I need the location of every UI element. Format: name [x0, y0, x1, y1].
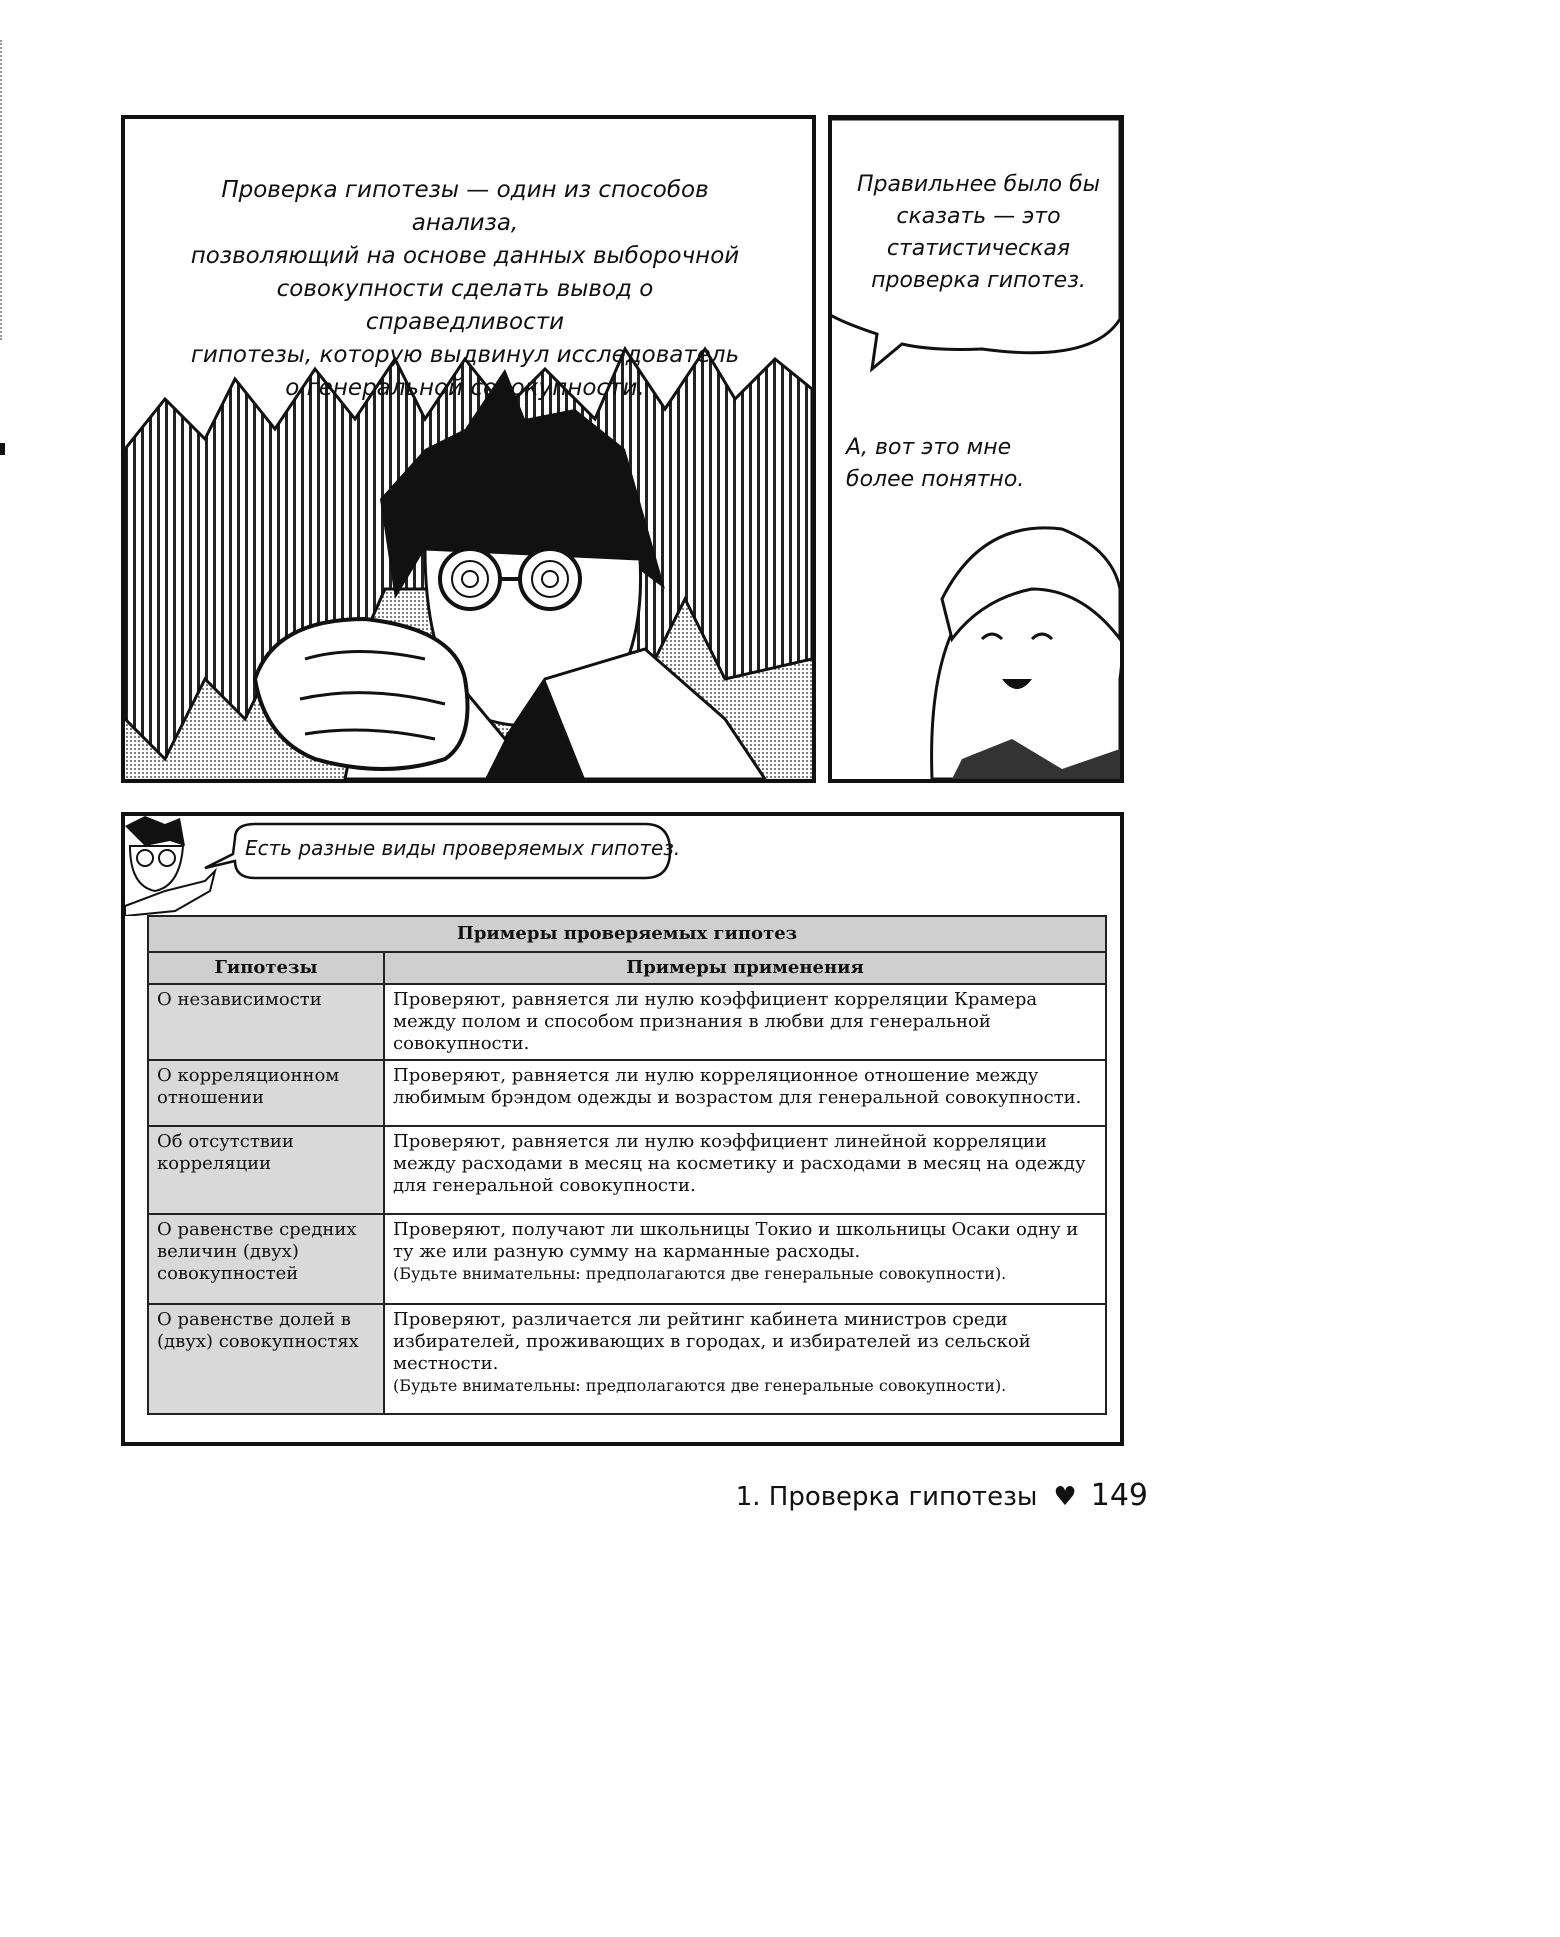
table-title: Примеры проверяемых гипотез — [148, 916, 1106, 952]
narration-line: Проверка гипотезы — один из способов анализа, — [221, 177, 709, 236]
example-cell — [384, 984, 1106, 1060]
table-row — [148, 1304, 1106, 1414]
crop-marks — [0, 40, 8, 340]
bubble-line: проверка гипотез. — [871, 268, 1086, 293]
page-number: 149 — [1090, 1478, 1148, 1513]
table-header-row — [148, 952, 1106, 984]
example-text: Проверяют, равняется ли нулю коэффициент корреляции Крамера между полом и способом признания в любви для генеральной совокупности. — [393, 989, 1038, 1054]
hypothesis-cell: Об отсутствии корреляции — [148, 1126, 384, 1214]
speech-bubble-text: Есть разные виды проверяемых гипотез. — [245, 836, 681, 860]
narration-line: совокупности сделать вывод о справедливости — [276, 276, 654, 335]
narration-line: позволяющий на основе данных выборочной — [190, 243, 740, 269]
narration-line: гипотезы, которую выдвинул исследователь — [190, 342, 740, 368]
panel3-artwork — [125, 816, 1120, 916]
hypothesis-cell: О корреляционном отношении — [148, 1060, 384, 1126]
reply-line: более понятно. — [846, 467, 1025, 492]
narration-text — [185, 174, 745, 405]
hypotheses-table — [147, 915, 1107, 1415]
column-header-hypotheses: Гипотезы — [148, 952, 384, 984]
table-title-row — [148, 916, 1106, 952]
table-row — [148, 1214, 1106, 1304]
example-text: Проверяют, различается ли рейтинг кабинета министров среди избирателей, проживающих в городах, и избирателей из сельской местности. — [393, 1309, 1031, 1374]
table-row — [148, 1126, 1106, 1214]
page-footer — [736, 1478, 1148, 1513]
hypothesis-cell: О равенстве долей в (двух) совокупностях — [148, 1304, 384, 1414]
comic-panel-2 — [828, 115, 1124, 783]
example-cell — [384, 1060, 1106, 1126]
crop-tick — [0, 443, 5, 455]
column-header-examples: Примеры применения — [384, 952, 1106, 984]
bubble-line: статистическая — [886, 236, 1071, 261]
example-note: (Будьте внимательны: предполагаются две генеральные совокупности). — [393, 1376, 1007, 1395]
heart-icon: ♥ — [1053, 1482, 1077, 1512]
bubble-line: сказать — это — [896, 204, 1061, 229]
hypothesis-cell: О независимости — [148, 984, 384, 1060]
example-cell — [384, 1126, 1106, 1214]
narration-line: о генеральной совокупности. — [285, 375, 645, 401]
section-title: 1. Проверка гипотезы — [735, 1482, 1038, 1512]
reply-line: А, вот это мне — [846, 435, 1012, 460]
comic-panel-1 — [121, 115, 816, 783]
example-text: Проверяют, равняется ли нулю коэффициент линейной корреляции между расходами в месяц на косметику и расходами в месяц на одежду для генеральной совокупности. — [393, 1131, 1086, 1196]
table-row — [148, 984, 1106, 1060]
example-cell — [384, 1304, 1106, 1414]
reply-text — [846, 432, 1046, 496]
bubble-line: Правильнее было бы — [856, 172, 1101, 197]
example-text: Проверяют, получают ли школьницы Токио и школьницы Осаки одну и ту же или разную сумму на карманные расходы. — [393, 1219, 1079, 1262]
example-note: (Будьте внимательны: предполагаются две генеральные совокупности). — [393, 1264, 1007, 1283]
example-text: Проверяют, равняется ли нулю корреляционное отношение между любимым брэндом одежды и возрастом для генеральной совокупности. — [393, 1065, 1082, 1108]
speech-bubble-text — [846, 169, 1111, 297]
example-cell — [384, 1214, 1106, 1304]
table-row — [148, 1060, 1106, 1126]
comic-panel-3 — [121, 812, 1124, 1446]
hypothesis-cell: О равенстве средних величин (двух) совокупностей — [148, 1214, 384, 1304]
